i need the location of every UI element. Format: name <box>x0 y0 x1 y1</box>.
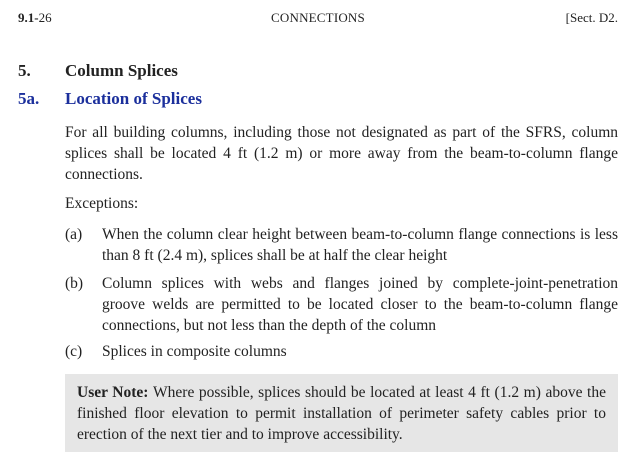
user-note-box <box>65 374 618 452</box>
subsection-number: 5a. <box>18 89 40 108</box>
exception-label-c: (c) <box>65 343 83 360</box>
intro-paragraph: For all building columns, including those not designated as part of the SFRS, column splices shall be located 4 ft (1.2 m) or more away from the beam-to-column flange connections. <box>65 124 618 183</box>
running-title: CONNECTIONS <box>271 10 365 25</box>
page-number-value: 26 <box>38 10 52 25</box>
exception-text-b: Column splices with webs and flanges joined by complete-joint-penetration groove welds are permitted to be located closer to the beam-to-column flange connections, but not less than the depth of the column <box>102 275 618 334</box>
page-number-prefix: 9.1- <box>18 10 39 25</box>
exception-label-b: (b) <box>65 275 84 292</box>
page-header <box>18 10 618 30</box>
exception-text-a: When the column clear height between beam-to-column flange connections is less than 8 ft (2.4 m), splices shall be at half the clear height <box>102 226 618 264</box>
exception-label-a: (a) <box>65 226 83 243</box>
user-note-label: User Note: <box>77 384 149 401</box>
exception-text-c: Splices in composite columns <box>102 343 287 360</box>
subsection-title: Location of Splices <box>65 89 202 108</box>
section-title: Column Splices <box>65 61 178 80</box>
user-note-text: Where possible, splices should be located at least 4 ft (1.2 m) above the finished floor elevation to permit installation of perimeter safety cables prior to erection of the next tier and to improve accessibility. <box>77 384 606 443</box>
exceptions-label: Exceptions: <box>65 195 139 212</box>
section-reference: [Sect. D2. <box>565 10 618 25</box>
section-number: 5. <box>18 61 31 80</box>
